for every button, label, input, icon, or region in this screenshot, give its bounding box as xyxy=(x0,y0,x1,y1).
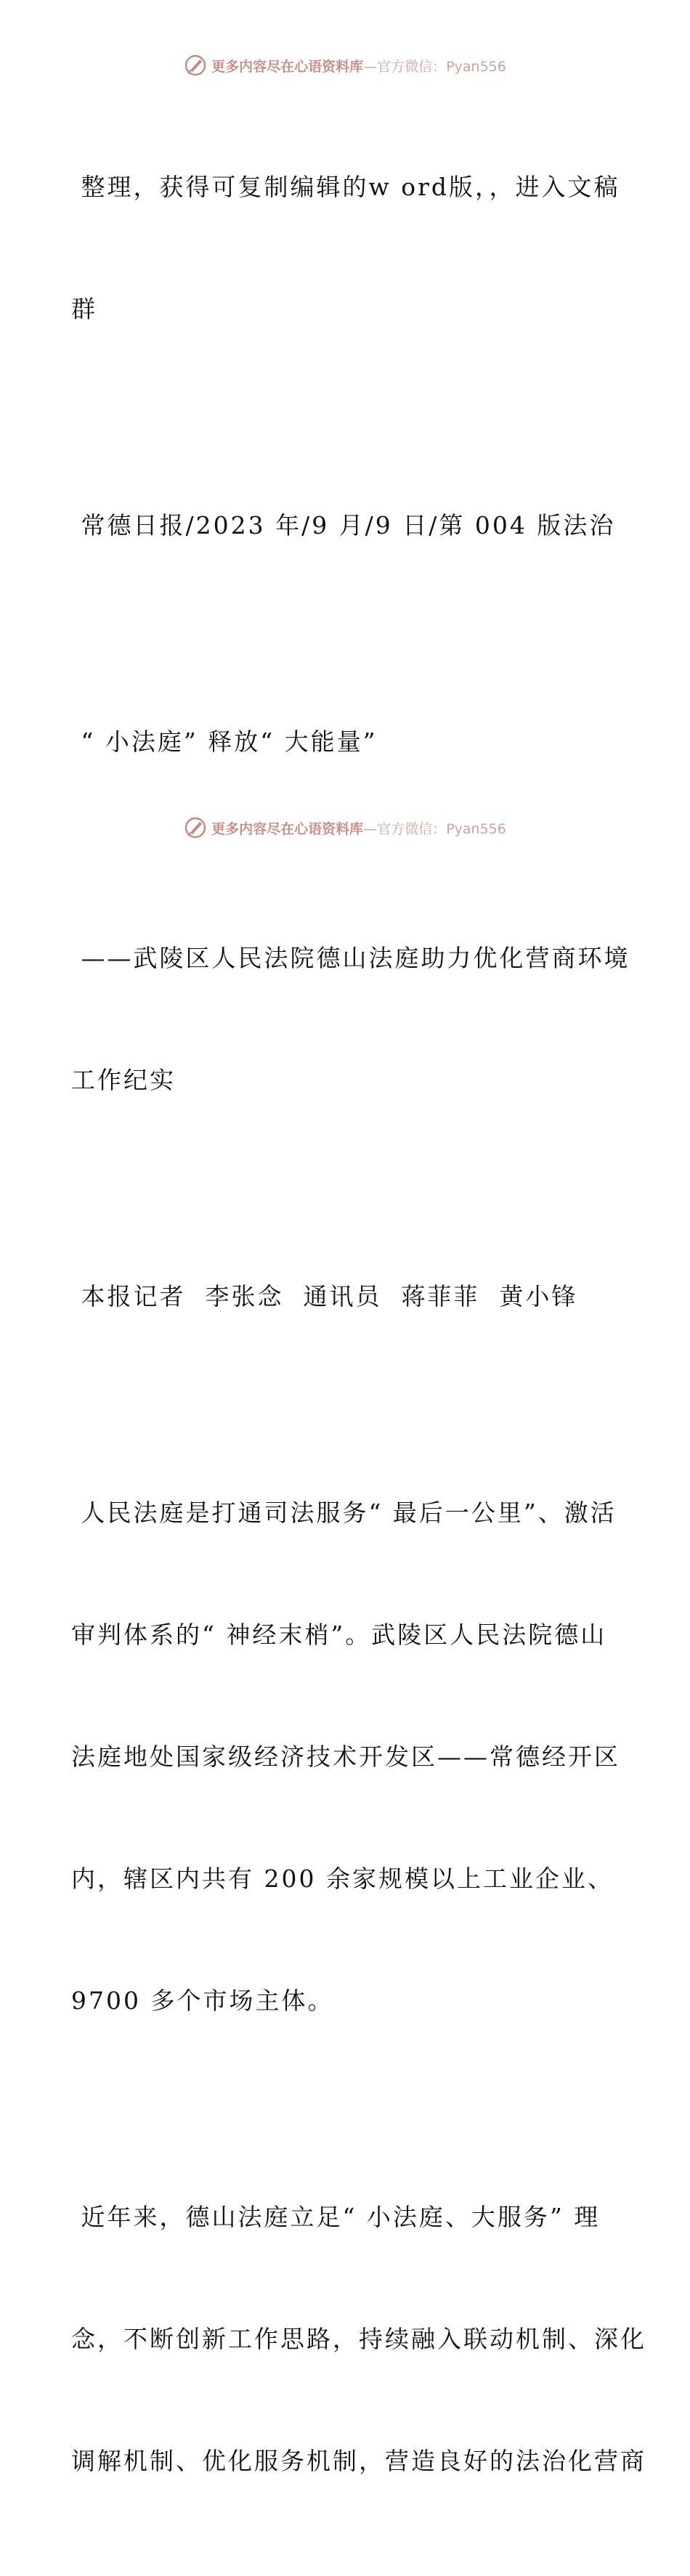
body-paragraph-1 xyxy=(71,1411,623,2103)
header-watermark-banner xyxy=(0,51,690,80)
footer-watermark-banner xyxy=(0,813,690,842)
footer-watermark-inner xyxy=(184,816,506,839)
text-line: 群 xyxy=(71,295,97,323)
text-line: 近年来，德山法庭立足“ 小法庭、大服务” 理 xyxy=(71,2203,601,2231)
text-line: 念，不断创新工作思路，持续融入联动机制、深化 xyxy=(71,2325,646,2353)
document-body xyxy=(71,86,646,2576)
header-watermark-inner xyxy=(184,54,506,77)
watermark-dash: — xyxy=(363,58,378,75)
watermark-text xyxy=(211,818,506,838)
watermark-wechat-id: Pyan556 xyxy=(446,58,506,75)
paragraph-intro-note xyxy=(71,86,623,411)
quill-pen-logo-icon xyxy=(184,816,207,839)
body-paragraph-2 xyxy=(71,2116,646,2563)
text-line: 人民法庭是打通司法服务“ 最后一公里”、激活 xyxy=(71,1499,617,1527)
watermark-site-text: 更多内容尽在心语资料库 xyxy=(211,820,364,837)
paragraph-source-line xyxy=(71,424,623,627)
text-line: 常德日报/2023 年/9 月/9 日/第 004 版法治 xyxy=(71,511,616,539)
byline xyxy=(71,1195,623,1398)
text-line: 本报记者 李张念 通讯员 蒋菲菲 黄小锋 xyxy=(71,1282,578,1311)
article-subtitle xyxy=(71,857,630,1182)
text-line: 9700 多个市场主体。 xyxy=(71,1986,334,2015)
watermark-text xyxy=(211,56,506,76)
text-line: 工作纪实 xyxy=(71,1066,176,1094)
quill-pen-logo-icon xyxy=(184,54,207,77)
text-line: 调解机制、优化服务机制，营造良好的法治化营商 xyxy=(71,2447,646,2475)
text-line: 法庭地处国家级经济技术开发区——常德经开区 xyxy=(71,1743,620,1771)
watermark-dash: — xyxy=(363,820,378,837)
text-line: 整理，获得可复制编辑的w ord版，，进入文稿 xyxy=(71,173,620,201)
watermark-site-text: 更多内容尽在心语资料库 xyxy=(211,58,364,75)
text-line: 审判体系的“ 神经末梢”。武陵区人民法院德山 xyxy=(71,1621,607,1649)
text-line: ——武陵区人民法院德山法庭助力优化营商环境 xyxy=(71,944,630,972)
text-line: 内，辖区内共有 200 余家规模以上工业企业、 xyxy=(71,1864,614,1893)
watermark-wechat-label: 官方微信： xyxy=(377,58,447,75)
watermark-wechat-label: 官方微信： xyxy=(377,820,447,837)
text-line: “ 小法庭” 释放“ 大能量” xyxy=(71,727,378,756)
watermark-wechat-id: Pyan556 xyxy=(446,820,506,837)
